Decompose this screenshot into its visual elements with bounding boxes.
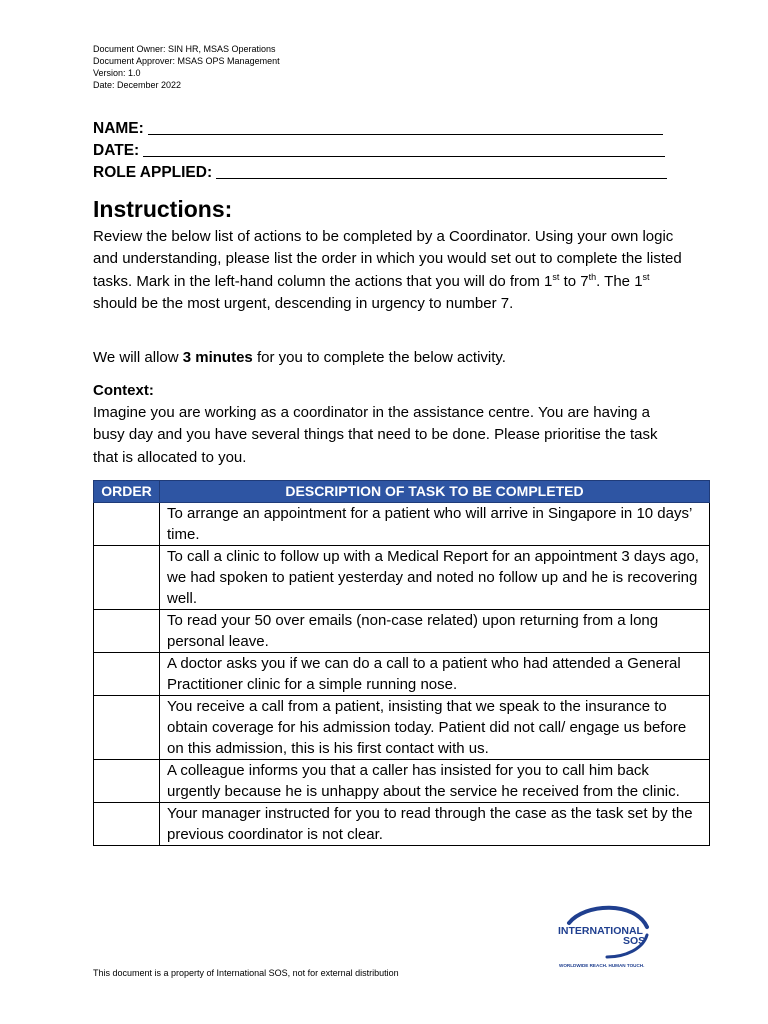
- document-owner: Document Owner: SIN HR, MSAS Operations: [93, 44, 276, 54]
- superscript-th: th: [588, 271, 597, 282]
- task-table: [93, 480, 710, 846]
- order-cell[interactable]: [94, 696, 160, 760]
- table-header-row: [94, 481, 710, 503]
- task-description: To arrange an appointment for a patient who will arrive in Singapore in 10 days’ time.: [160, 503, 710, 546]
- table-row: [94, 653, 710, 696]
- description-column-header: DESCRIPTION OF TASK TO BE COMPLETED: [160, 481, 710, 503]
- context-title: Context:: [93, 382, 154, 399]
- name-line[interactable]: [148, 118, 663, 135]
- order-cell[interactable]: [94, 503, 160, 546]
- role-field[interactable]: [93, 162, 673, 184]
- time-bold: 3 minutes: [182, 349, 253, 366]
- instructions-text-a: Review the below list of actions to be completed by a Coordinator. Using your own logic and understanding, please list the order in which you would set out to complete the listed tasks. Mark in the left-hand column the actions that you will do from 1: [93, 228, 682, 290]
- date-field[interactable]: [93, 140, 673, 162]
- order-cell[interactable]: [94, 803, 160, 846]
- document-version: Version: 1.0: [93, 68, 141, 78]
- role-label: ROLE APPLIED:: [93, 164, 213, 181]
- context-text: Imagine you are working as a coordinator in the assistance centre. You are having a busy day and you have several things that need to be done. Please prioritise the task that is allocated to you.: [93, 404, 658, 466]
- name-field[interactable]: [93, 118, 673, 140]
- order-cell[interactable]: [94, 653, 160, 696]
- task-description: Your manager instructed for you to read through the case as the task set by the previous coordinator is not clear.: [160, 803, 710, 846]
- instructions-paragraph: [93, 226, 683, 315]
- instructions-heading: Instructions:: [93, 196, 233, 222]
- superscript-st: st: [552, 271, 560, 282]
- table-row: [94, 696, 710, 760]
- table-row: [94, 760, 710, 803]
- table-row: [94, 803, 710, 846]
- instructions-text-c: . The 1: [596, 272, 643, 290]
- footer-note: This document is a property of International SOS, not for external distribution: [93, 968, 399, 978]
- logo-tagline: WORLDWIDE REACH. HUMAN TOUCH.: [559, 963, 645, 968]
- order-column-header: ORDER: [94, 481, 160, 503]
- logo-text-sos: SOS: [623, 935, 646, 947]
- order-cell[interactable]: [94, 610, 160, 653]
- task-description: To read your 50 over emails (non-case related) upon returning from a long personal leave.: [160, 610, 710, 653]
- document-meta: [93, 43, 280, 91]
- date-line[interactable]: [143, 140, 665, 157]
- date-label: DATE:: [93, 142, 140, 159]
- role-line[interactable]: [216, 162, 667, 179]
- applicant-fields: [93, 118, 673, 184]
- order-cell[interactable]: [94, 760, 160, 803]
- task-description: To call a clinic to follow up with a Medical Report for an appointment 3 days ago, we had spoken to patient yesterday and noted no follow up and he is recovering well.: [160, 546, 710, 610]
- superscript-st-2: st: [642, 271, 650, 282]
- time-text-b: for you to complete the below activity.: [252, 349, 506, 366]
- logo-text-international: INTERNATIONAL: [558, 925, 643, 937]
- order-cell[interactable]: [94, 546, 160, 610]
- instructions-text-b: to 7: [559, 272, 589, 290]
- international-sos-logo: [555, 905, 655, 970]
- name-label: NAME:: [93, 120, 144, 137]
- time-allowance: [93, 347, 683, 369]
- table-row: [94, 503, 710, 546]
- task-description: A doctor asks you if we can do a call to a patient who had attended a General Practitioner clinic for a simple running nose.: [160, 653, 710, 696]
- task-description: A colleague informs you that a caller has insisted for you to call him back urgently because he is unhappy about the service he received from the clinic.: [160, 760, 710, 803]
- table-row: [94, 610, 710, 653]
- document-approver: Document Approver: MSAS OPS Management: [93, 56, 280, 66]
- task-description: You receive a call from a patient, insisting that we speak to the insurance to obtain coverage for his admission today. Patient did not call/ engage us before on this admission, this is his first contact with us.: [160, 696, 710, 760]
- table-row: [94, 546, 710, 610]
- time-text-a: We will allow: [93, 349, 183, 366]
- document-date: Date: December 2022: [93, 80, 182, 90]
- instructions-text-d: should be the most urgent, descending in urgency to number 7.: [93, 294, 514, 312]
